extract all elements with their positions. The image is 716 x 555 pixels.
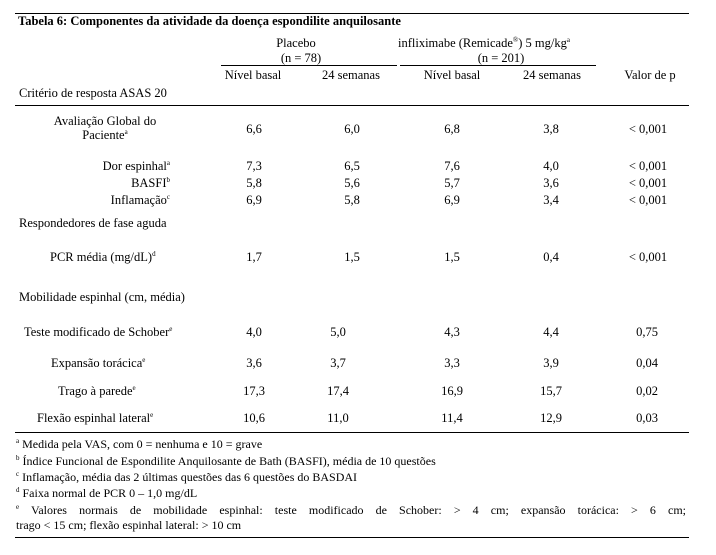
pcr-c2: 1,5 [344,250,360,264]
infliximabe-dose-text: ) 5 mg/kg [518,36,567,50]
dor-c4: 4,0 [543,159,559,173]
global-c1: 6,6 [246,122,262,136]
section-mobility: Mobilidade espinhal (cm, média) [19,290,185,304]
row-label-pcr [50,250,156,264]
col-header-placebo-basal: Nível basal [224,68,282,82]
pcr-c3: 1,5 [444,250,460,264]
row-label-basfi [40,175,170,192]
infl-footnote-mark: c [166,193,170,201]
placebo-group-rule [221,65,397,66]
trago-label-text: Trago à parede [58,384,133,398]
footnote-a-text: Medida pela VAS, com 0 = nenhuma e 10 = grave [19,437,263,451]
infl-p: < 0,001 [628,193,668,207]
infl-c2: 5,8 [344,193,360,207]
pcr-c4: 0,4 [543,250,559,264]
infl-c1: 6,9 [246,193,262,207]
expansao-p: 0,04 [636,356,658,370]
placebo-group-name: Placebo [276,36,316,50]
row-label-dor [40,158,170,175]
stack-c1 [224,158,284,209]
global-label-line2-text: Paciente [82,128,125,142]
flexao-footnote-mark: e [150,411,154,419]
footnote-a-mark: a [16,437,20,445]
trago-c2: 17,4 [327,384,349,398]
infl-label-text: Inflamação [110,193,167,207]
schober-c1: 4,0 [246,325,262,339]
global-c2: 6,0 [344,122,360,136]
footnote-e-mark: e [16,503,20,511]
row-label-stack [40,158,170,209]
dor-c2: 6,5 [344,159,360,173]
expansao-c1: 3,6 [246,356,262,370]
infliximabe-group-name [398,36,570,50]
footnote-e-text-1: Valores normais de mobilidade espinhal: teste modificado de Schober: > 4 cm; expansão torácica: > 6 cm; [19,503,686,517]
footnote-e-text-2: trago < 15 cm; flexão espinhal lateral: > 10 cm [16,518,242,532]
col-header-inflix-basal: Nível basal [423,68,481,82]
expansao-label-text: Expansão torácica [51,356,143,370]
row-label-expansao [51,356,145,370]
footnote-c-mark: c [16,470,20,478]
stack-c3 [422,158,482,209]
global-footnote-mark: a [124,128,128,136]
global-p: < 0,001 [628,122,668,136]
col-header-inflix-24: 24 semanas [523,68,581,82]
infliximabe-name-text: infliximabe (Remicade [398,36,513,50]
trago-p: 0,02 [636,384,658,398]
schober-c2: 5,0 [330,325,346,339]
pcr-footnote-mark: d [152,250,156,258]
footnote-e-line1 [16,503,686,518]
trago-c3: 16,9 [441,384,463,398]
infliximabe-group-n: (n = 201) [477,51,525,65]
footnote-c-text: Inflamação, média das 2 últimas questões das 6 questões do BASDAI [19,470,358,484]
flexao-label-text: Flexão espinhal lateral [37,411,151,425]
footnote-a [16,437,262,451]
dor-footnote-mark: a [166,159,170,167]
infl-c4: 3,4 [543,193,559,207]
trago-footnote-mark: e [132,384,136,392]
expansao-c2: 3,7 [330,356,346,370]
flexao-c1: 10,6 [243,411,265,425]
header-bottom-rule [15,105,689,106]
flexao-c2: 11,0 [327,411,349,425]
flexao-p: 0,03 [636,411,658,425]
table-title: Tabela 6: Componentes da atividade da doença espondilite anquilosante [18,14,401,28]
table-bottom-rule [15,432,689,433]
expansao-c4: 3,9 [543,356,559,370]
global-c3: 6,8 [444,122,460,136]
footnote-b [16,454,436,468]
pcr-c1: 1,7 [246,250,262,264]
flexao-c4: 12,9 [540,411,562,425]
basfi-footnote-mark: b [166,176,170,184]
footnote-d-text: Faixa normal de PCR 0 – 1,0 mg/dL [19,486,198,500]
schober-c3: 4,3 [444,325,460,339]
footnote-d-mark: d [16,486,20,494]
basfi-c3: 5,7 [444,176,460,190]
row-label-global [30,114,180,142]
footnote-e [16,503,686,533]
basfi-c1: 5,8 [246,176,262,190]
flexao-c3: 11,4 [441,411,463,425]
basfi-c2: 5,6 [344,176,360,190]
pcr-label-text: PCR média (mg/dL) [50,250,153,264]
infl-c3: 6,9 [444,193,460,207]
footnote-d [16,486,197,500]
footnote-b-mark: b [16,454,20,462]
page-bottom-rule [15,537,689,538]
schober-footnote-mark: e [169,325,173,333]
pcr-p: < 0,001 [628,250,668,264]
stack-c4 [521,158,581,209]
section-asas: Critério de resposta ASAS 20 [19,86,167,100]
row-label-flexao [37,411,153,425]
infliximabe-group-rule [400,65,596,66]
row-label-trago [58,384,136,398]
stack-p [618,158,678,209]
basfi-p: < 0,001 [628,176,668,190]
expansao-c3: 3,3 [444,356,460,370]
basfi-label-text: BASFI [131,176,167,190]
dose-footnote-mark: a [566,36,570,44]
section-acute: Respondedores de fase aguda [19,216,167,230]
dor-p: < 0,001 [628,159,668,173]
registered-mark: ® [512,36,519,44]
basfi-c4: 3,6 [543,176,559,190]
stack-c2 [322,158,382,209]
dor-c1: 7,3 [246,159,262,173]
dor-label-text: Dor espinhal [102,159,167,173]
dor-c3: 7,6 [444,159,460,173]
footnote-b-text: Índice Funcional de Espondilite Anquilosante de Bath (BASFI), média de 10 questões [19,454,436,468]
schober-c4: 4,4 [543,325,559,339]
trago-c1: 17,3 [243,384,265,398]
trago-c4: 15,7 [540,384,562,398]
footnote-c [16,470,357,484]
row-label-inflamacao [40,192,170,209]
global-label-line2 [30,128,180,142]
row-label-schober [24,325,172,339]
placebo-group-n: (n = 78) [280,51,322,65]
expansao-footnote-mark: e [142,356,146,364]
global-c4: 3,8 [543,122,559,136]
schober-p: 0,75 [636,325,658,339]
col-header-p-value: Valor de p [624,68,676,82]
schober-label-text: Teste modificado de Schober [24,325,170,339]
global-label-line1: Avaliação Global do [53,114,157,128]
col-header-placebo-24: 24 semanas [322,68,380,82]
